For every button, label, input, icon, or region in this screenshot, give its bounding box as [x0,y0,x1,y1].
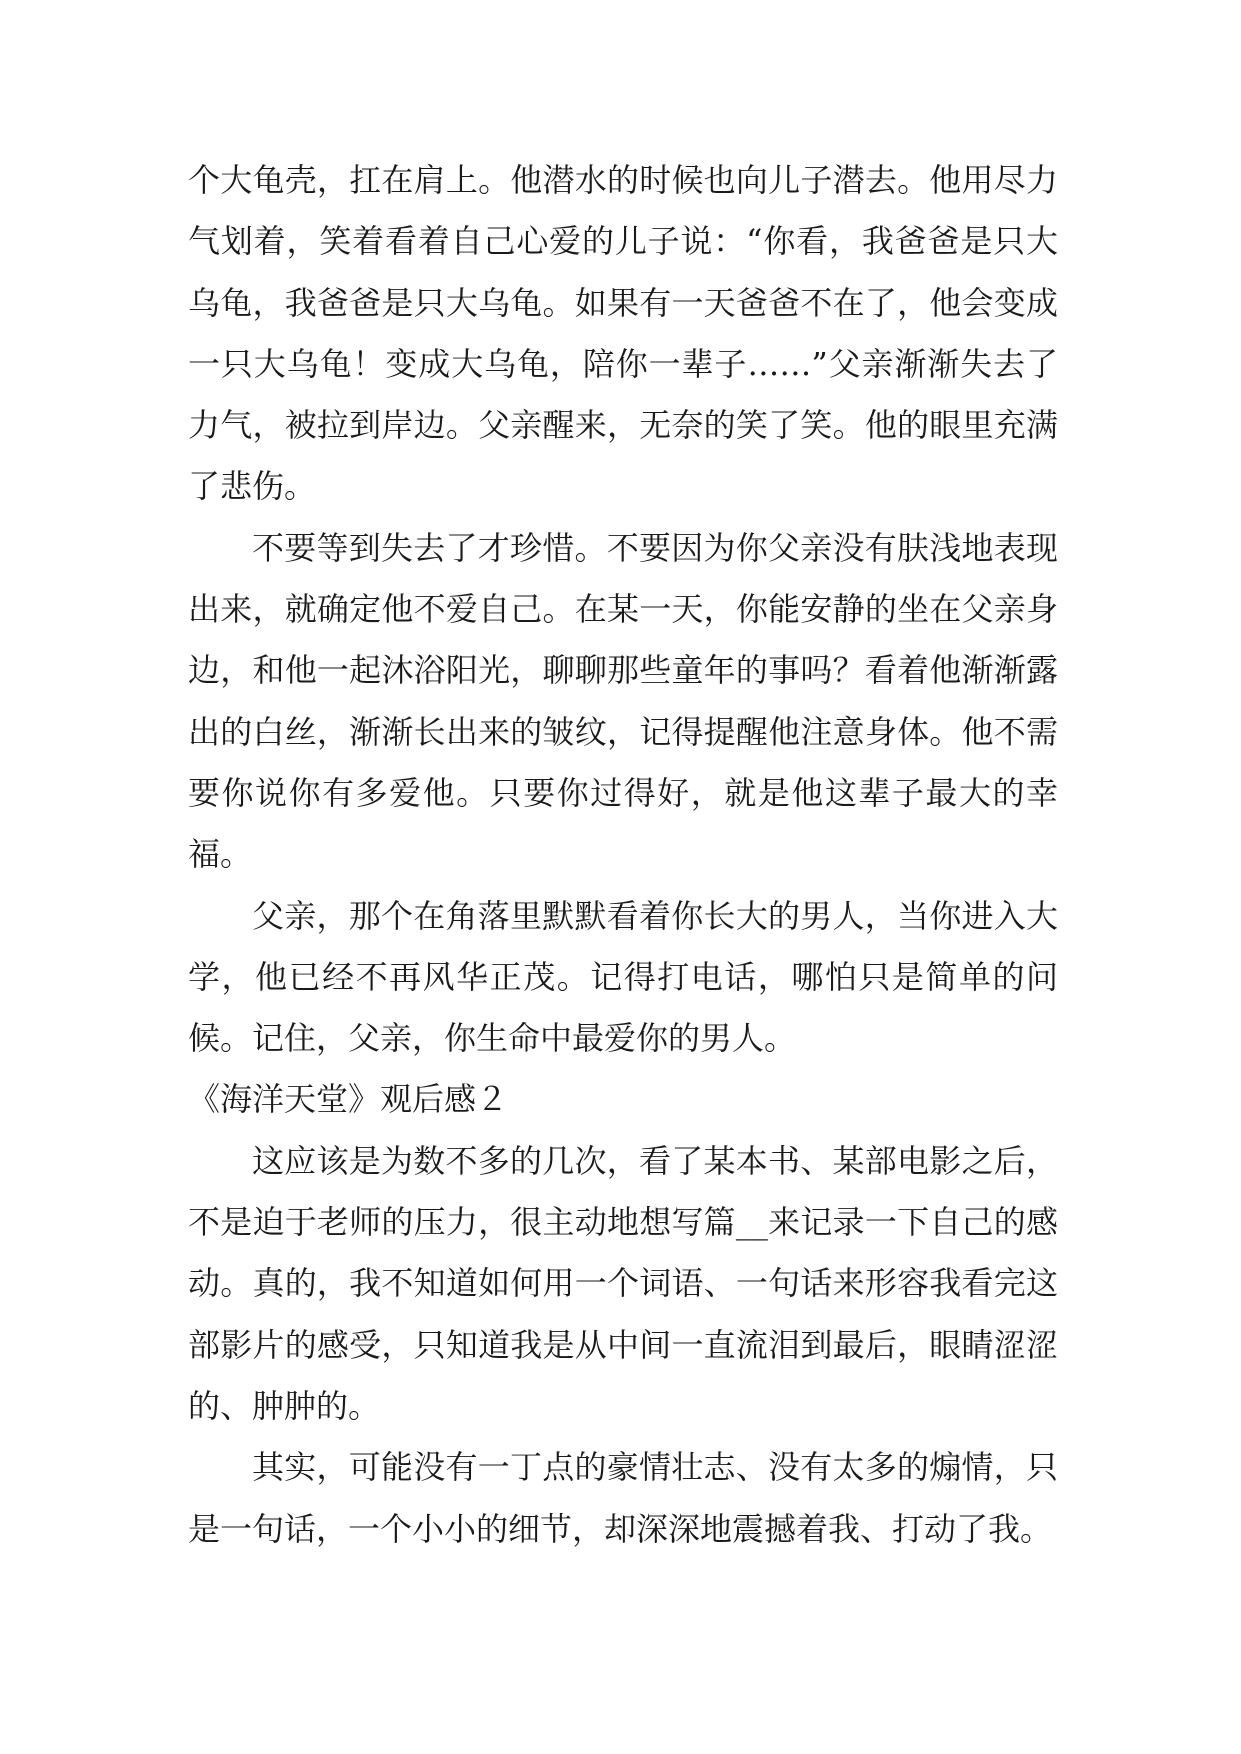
paragraph: 这应该是为数不多的几次，看了某本书、某部电影之后，不是迫于老师的压力，很主动地想写篇__来记录一下自己的感动。真的，我不知道如何用一个词语、一句话来形容我看完这部影片的感受，只知道我是从中间一直流泪到最后，眼睛涩涩的、肿肿的。 [188,1141,1058,1425]
paragraph: 父亲，那个在角落里默默看着你长大的男人，当你进入大学，他已经不再风华正茂。记得打电话，哪怕只是简单的问候。记住，父亲，你生命中最爱你的男人。 [188,896,1058,1058]
paragraph: 不要等到失去了才珍惜。不要因为你父亲没有肤浅地表现出来，就确定他不爱自己。在某一天，你能安静的坐在父亲身边，和他一起沐浴阳光，聊聊那些童年的事吗？看着他渐渐露出的白丝，渐渐长出来的皱纹，记得提醒他注意身体。他不需要你说你有多爱他。只要你过得好，就是他这辈子最大的幸福。 [188,528,1058,874]
section-title: 《海洋天堂》观后感２ [188,1080,509,1119]
paragraph: 其实，可能没有一丁点的豪情壮志、没有太多的煽情，只是一句话，一个小小的细节，却深深地震撼着我、打动了我。 [188,1448,1058,1548]
document-body [188,150,1058,1560]
paragraph-continued: 个大龟壳，扛在肩上。他潜水的时候也向儿子潜去。他用尽力气划着，笑着看着自己心爱的儿子说：“你看，我爸爸是只大乌龟，我爸爸是只大乌龟。如果有一天爸爸不在了，他会变成一只大乌龟！变成大乌龟，陪你一辈子……”父亲渐渐失去了力气，被拉到岸边。父亲醒来，无奈的笑了笑。他的眼里充满了悲伤。 [188,161,1058,506]
